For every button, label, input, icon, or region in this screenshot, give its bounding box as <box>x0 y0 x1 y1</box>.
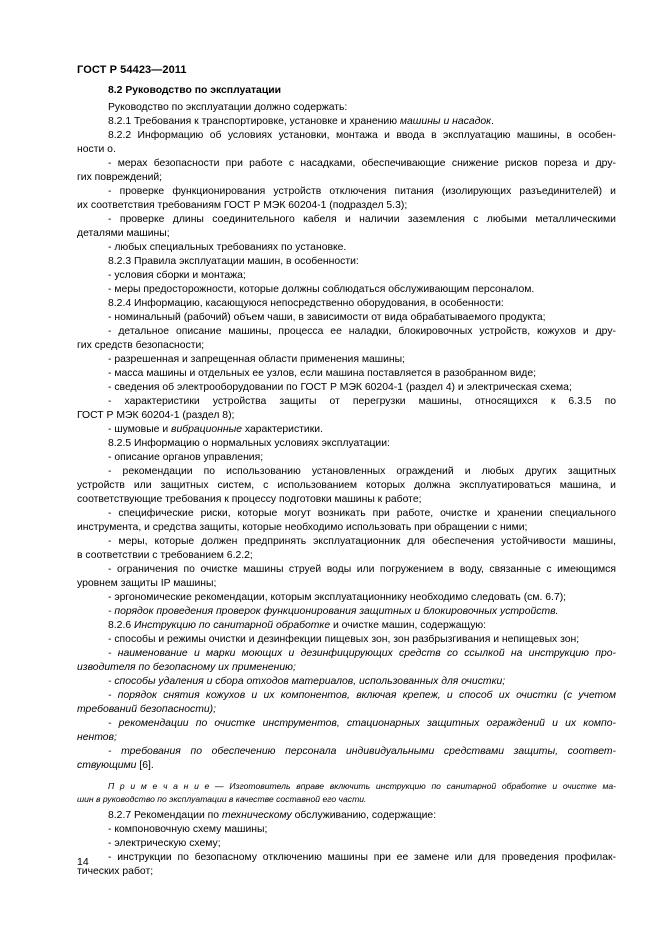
text-line: ности о. <box>77 144 116 155</box>
text-line: - требования по обеспечению персонала индивидуальными средствами защиты, соответ- <box>108 746 616 757</box>
text-line: в соответствии с требованием 6.2.2; <box>77 550 253 561</box>
text-line: инструмента, и средства защиты, которые необходимо использовать при обращении с ними; <box>77 522 528 533</box>
text-line: - номинальный (рабочий) объем чаши, в зависимости от вида обрабатываемого продукта; <box>108 312 546 323</box>
italic-segment: вибрационные <box>171 424 242 435</box>
text-line: - детальное описание машины, процесса ее наладки, блокировочных устройств, кожухов и дру- <box>108 326 616 337</box>
text-line: их соответствия требованиям ГОСТ Р МЭК 60204-1 (подраздел 5.3); <box>77 200 408 211</box>
text-line: - разрешенная и запрещенная области применения машины; <box>108 354 406 365</box>
text-line: - наименование и марки моющих и дезинфицирующих средств со ссылкой на инструкцию про- <box>108 648 616 659</box>
text-line: - масса машины и отдельных ее узлов, если машина поставляется в разобранном виде; <box>108 368 537 379</box>
text-line: устройств или защитных систем, с использованием которых должна эксплуатироваться машина, и <box>77 480 616 491</box>
text-line: - рекомендации по очистке инструментов, стационарных защитных ограждений и их компо- <box>108 718 616 729</box>
text-line <box>108 809 616 823</box>
text-line: гих средств безопасности; <box>77 340 205 351</box>
text-line <box>108 423 616 437</box>
text-segment: и очистке машин, содержащую: <box>330 620 487 631</box>
text-segment: 8.2.7 Рекомендации по <box>108 810 222 821</box>
document-header: ГОСТ Р 54423—2011 <box>77 64 187 76</box>
text-segment: - шумовые и <box>108 424 172 435</box>
text-line: 8.2 Руководство по эксплуатации <box>108 85 282 96</box>
text-line: - специфические риски, которые могут возникать при работе, очистке и хранении специального <box>108 508 616 519</box>
text-line: - электрическую схему; <box>108 838 221 849</box>
text-line: - сведения об электрооборудовании по ГОСТ Р МЭК 60204-1 (раздел 4) и электрическая схема; <box>108 382 572 393</box>
text-line: - компоновочную схему машины; <box>108 824 268 835</box>
text-line: - мерах безопасности при работе с насадками, обеспечивающие снижение рисков пореза и дру- <box>108 158 616 169</box>
italic-segment: машины и насадок <box>399 116 492 127</box>
text-line: Руководство по эксплуатации должно содержать: <box>108 102 348 113</box>
text-line: 8.2.3 Правила эксплуатации машин, в особенности: <box>108 256 359 267</box>
text-segment: [6]. <box>136 760 154 771</box>
text-line: - характеристики устройства защиты от перегрузки машины, относящихся к 6.3.5 по <box>108 396 616 407</box>
text-segment: обслуживанию, содержащие: <box>291 810 437 821</box>
text-line: тических работ; <box>77 866 154 877</box>
text-segment: . <box>491 116 494 127</box>
text-line: - эргономические рекомендации, которым эксплуатационнику необходимо следовать (см. 6.7); <box>108 592 567 603</box>
text-line: 8.2.4 Информацию, касающуюся непосредственно оборудования, в особенности: <box>108 298 504 309</box>
text-line: - способы и режимы очистки и дезинфекции пищевых зон, зон разбрызгивания и непищевых зон; <box>108 634 580 645</box>
text-segment: характеристики. <box>242 424 323 435</box>
text-line: - ограничения по очистке машины струей воды или погружением в воду, связанные с имеющимся <box>108 564 616 575</box>
italic-segment: техническому <box>221 810 292 821</box>
text-line <box>108 619 616 633</box>
text-line: 8.2.5 Информацию о нормальных условиях эксплуатации: <box>108 438 390 449</box>
text-line: - проверке функционирования устройств отключения питания (изолирующих разъединителей) и <box>108 186 616 197</box>
text-line: гих повреждений; <box>77 172 163 183</box>
text-line: - описание органов управления; <box>108 452 264 463</box>
page-number: 14 <box>77 856 89 868</box>
text-line: - меры предосторожности, которые должны соблюдаться обслуживающим персоналом. <box>108 284 535 295</box>
text-line: - меры, которые должен предпринять эксплуатационник для обеспечения устойчивости машины, <box>108 536 616 547</box>
text-line: - способы удаления и сбора отходов материалов, использованных для очистки; <box>108 676 506 687</box>
text-line <box>77 759 616 773</box>
text-line: уровнем защиты IP машины; <box>77 578 217 589</box>
text-line: - порядок проведения проверок функционирования защитных и блокировочных устройств. <box>108 606 559 617</box>
text-line: - условия сборки и монтажа; <box>108 270 246 281</box>
text-line: - любых специальных требованиях по установке. <box>108 242 347 253</box>
note-line: П р и м е ч а н и е — Изготовитель вправе включить инструкцию по санитарной обработке и очистке ма- <box>108 781 616 791</box>
text-segment: 8.2.1 Требования к транспортировке, установке и хранению <box>108 116 400 127</box>
text-line: - инструкции по безопасному отключению машины при ее замене или для проведения профилак- <box>108 852 616 863</box>
italic-segment: Инструкцию по санитарной обработке <box>134 620 331 631</box>
text-line: ГОСТ Р МЭК 60204-1 (раздел 8); <box>77 410 235 421</box>
text-line: деталями машины; <box>77 228 170 239</box>
text-line: - проверке длины соединительного кабеля и наличии заземления с любыми металлическими <box>108 214 616 225</box>
text-segment: 8.2.6 <box>108 620 134 631</box>
text-line: нентов; <box>77 732 117 743</box>
text-line: 8.2.2 Информацию об условиях установки, монтажа и ввода в эксплуатацию машины, в особен- <box>108 130 616 141</box>
text-line: - порядок снятия кожухов и их компонентов, включая крепеж, и способ их очистки (с учетом <box>108 690 616 701</box>
text-line: соответствующие требования к процессу подготовки машины к работе; <box>77 494 422 505</box>
text-line <box>108 115 616 129</box>
italic-segment: ствующими <box>77 760 137 771</box>
text-line: - рекомендации по использованию установленных ограждений и любых других защитных <box>108 466 616 477</box>
text-line: изводителя по безопасному их применению; <box>77 662 296 673</box>
text-line: требований безопасности); <box>77 704 217 715</box>
note-line: шин в руководство по эксплуатации в качестве составной его части. <box>77 794 367 804</box>
